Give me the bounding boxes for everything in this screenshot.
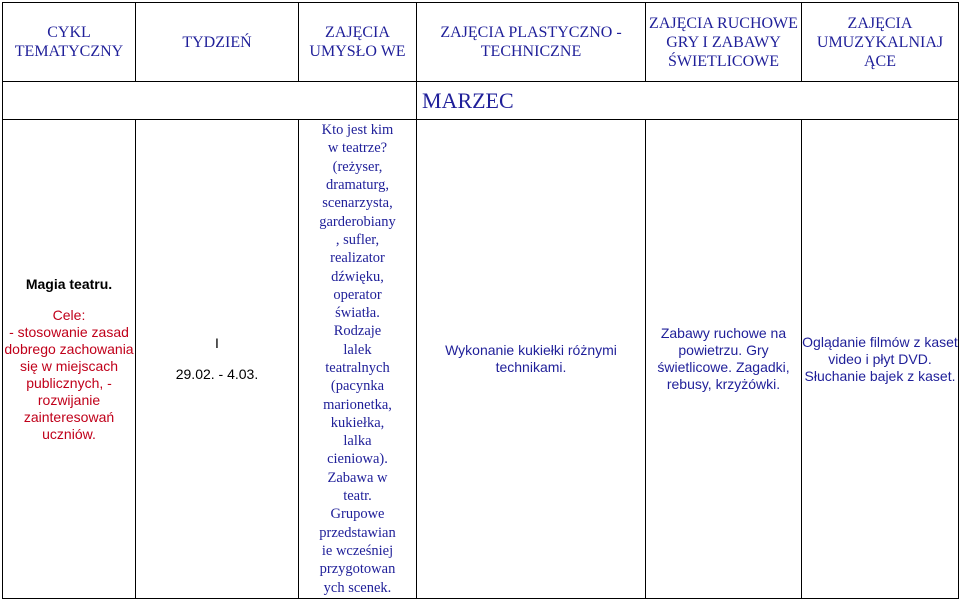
mind-line: scenarzysta, (322, 195, 393, 212)
mind-line: przedstawian (319, 524, 396, 541)
header-movement: ZAJĘCIA RUCHOWE GRY I ZABAWY ŚWIETLICOWE (646, 3, 802, 82)
header-mind: ZAJĘCIA UMYSŁO WE (299, 3, 417, 82)
music-cell: Oglądanie filmów z kaset video i płyt DVD. Słuchanie bajek z kaset. (802, 120, 959, 599)
week-row (3, 120, 959, 599)
mind-line: Grupowe (330, 506, 385, 523)
mind-line: kukiełka, (330, 414, 385, 431)
mind-line: ie wcześniej (321, 542, 394, 559)
mind-line: cieniowa). (327, 451, 388, 468)
art-cell: Wykonanie kukiełki różnymi technikami. (417, 120, 646, 599)
mind-line: realizator (330, 250, 385, 267)
mind-line: , sufler, (335, 231, 380, 248)
mind-line: teatr. (343, 488, 372, 505)
goals-label: Cele: (52, 306, 86, 323)
mind-line: (reżyser, (332, 158, 383, 175)
header-week: TYDZIEŃ (136, 3, 299, 82)
curriculum-table (2, 2, 959, 599)
month-label: MARZEC (417, 82, 959, 120)
mind-line: marionetka, (323, 396, 392, 413)
header-art: ZAJĘCIA PLASTYCZNO - TECHNICZNE (417, 3, 646, 82)
movement-cell: Zabawy ruchowe na powietrzu. Gry świetlicowe. Zagadki, rebusy, krzyżówki. (646, 120, 802, 599)
mind-line: Kto jest kim (321, 122, 394, 139)
month-row (3, 82, 959, 120)
header-row (3, 3, 959, 82)
month-spacer (3, 82, 417, 120)
mind-line: lalka (343, 433, 372, 450)
week-number: I (215, 335, 219, 351)
mind-line: w teatrze? (327, 140, 388, 157)
mind-line: lalek (343, 341, 372, 358)
header-music: ZAJĘCIA UMUZYKALNIAJ ĄCE (802, 3, 959, 82)
mind-line: Zabawa w (327, 469, 388, 486)
mind-cell (299, 120, 417, 599)
mind-line: Rodzaje (333, 323, 382, 340)
mind-line: garderobiany (319, 213, 396, 230)
topic-title: Magia teatru. (25, 275, 113, 292)
mind-line: teatralnych (325, 360, 390, 376)
mind-line: ych scenek. (323, 579, 392, 596)
topic-cell (3, 120, 136, 599)
mind-lines (299, 121, 416, 597)
goals-text: - stosowanie zasad dobrego zachowania się w miejscach publicznych, - rozwijanie zainteresowań uczniów. (4, 323, 134, 442)
week-cell (136, 120, 299, 599)
mind-line: (pacynka (330, 378, 385, 395)
mind-line: przygotowan (319, 561, 396, 578)
mind-line: dźwięku, (331, 268, 384, 285)
mind-line: operator (333, 286, 382, 303)
week-range: 29.02. - 4.03. (175, 366, 259, 382)
header-cycle: CYKL TEMATYCZNY (3, 3, 136, 82)
mind-line: światła. (335, 305, 380, 322)
mind-line: dramaturg, (326, 177, 389, 194)
